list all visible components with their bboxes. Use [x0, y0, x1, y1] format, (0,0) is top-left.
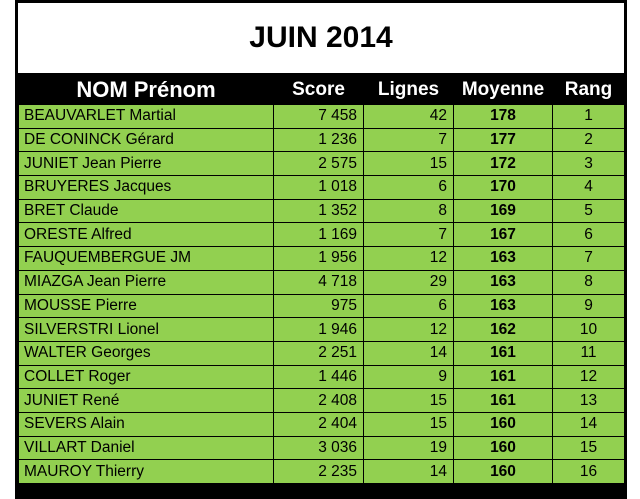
table-row	[19, 176, 625, 200]
column-header-lignes: Lignes	[364, 76, 454, 105]
table-header-row	[19, 76, 625, 105]
cell-lignes: 8	[364, 199, 454, 223]
cell-moyenne: 178	[454, 105, 553, 129]
cell-name: SILVERSTRI Lionel	[19, 318, 274, 342]
cell-score: 2 251	[274, 341, 364, 365]
table-row	[19, 460, 625, 484]
cell-lignes: 9	[364, 365, 454, 389]
cell-lignes: 12	[364, 318, 454, 342]
cell-rang: 9	[553, 294, 625, 318]
cell-lignes: 42	[364, 105, 454, 129]
ranking-sheet	[15, 0, 627, 499]
cell-lignes: 15	[364, 412, 454, 436]
cell-rang: 2	[553, 128, 625, 152]
cell-rang: 15	[553, 436, 625, 460]
cell-rang: 3	[553, 152, 625, 176]
cell-moyenne: 161	[454, 365, 553, 389]
cell-score: 2 235	[274, 460, 364, 484]
cell-score: 1 352	[274, 199, 364, 223]
table-row	[19, 389, 625, 413]
cell-score: 1 446	[274, 365, 364, 389]
cell-score: 1 946	[274, 318, 364, 342]
cell-lignes: 15	[364, 152, 454, 176]
cell-lignes: 15	[364, 389, 454, 413]
cell-moyenne: 160	[454, 436, 553, 460]
page-title: JUIN 2014	[18, 3, 624, 73]
cell-lignes: 19	[364, 436, 454, 460]
cell-name: MIAZGA Jean Pierre	[19, 270, 274, 294]
cell-score: 1 956	[274, 247, 364, 271]
cell-lignes: 7	[364, 223, 454, 247]
cell-rang: 11	[553, 341, 625, 365]
table-row	[19, 365, 625, 389]
cell-moyenne: 163	[454, 247, 553, 271]
ranking-table	[18, 76, 625, 484]
table-row	[19, 199, 625, 223]
cell-lignes: 7	[364, 128, 454, 152]
cell-rang: 14	[553, 412, 625, 436]
cell-name: FAUQUEMBERGUE JM	[19, 247, 274, 271]
column-header-score: Score	[274, 76, 364, 105]
cell-name: JUNIET René	[19, 389, 274, 413]
cell-moyenne: 169	[454, 199, 553, 223]
column-header-moyenne: Moyenne	[454, 76, 553, 105]
cell-moyenne: 163	[454, 270, 553, 294]
cell-score: 4 718	[274, 270, 364, 294]
table-row	[19, 294, 625, 318]
cell-rang: 1	[553, 105, 625, 129]
cell-name: MAUROY Thierry	[19, 460, 274, 484]
cell-moyenne: 160	[454, 412, 553, 436]
cell-score: 2 575	[274, 152, 364, 176]
cell-rang: 13	[553, 389, 625, 413]
cell-score: 975	[274, 294, 364, 318]
cell-score: 2 408	[274, 389, 364, 413]
cell-name: ORESTE Alfred	[19, 223, 274, 247]
cell-lignes: 6	[364, 294, 454, 318]
cell-rang: 4	[553, 176, 625, 200]
cell-score: 1 018	[274, 176, 364, 200]
cell-name: WALTER Georges	[19, 341, 274, 365]
cell-name: JUNIET Jean Pierre	[19, 152, 274, 176]
column-header-name: NOM Prénom	[19, 76, 274, 105]
cell-name: MOUSSE Pierre	[19, 294, 274, 318]
cell-name: BEAUVARLET Martial	[19, 105, 274, 129]
cell-score: 1 169	[274, 223, 364, 247]
cell-rang: 7	[553, 247, 625, 271]
cell-moyenne: 167	[454, 223, 553, 247]
cell-score: 3 036	[274, 436, 364, 460]
cell-rang: 10	[553, 318, 625, 342]
cell-moyenne: 161	[454, 341, 553, 365]
cell-rang: 12	[553, 365, 625, 389]
cell-lignes: 29	[364, 270, 454, 294]
cell-moyenne: 161	[454, 389, 553, 413]
table-row	[19, 247, 625, 271]
cell-moyenne: 162	[454, 318, 553, 342]
table-row	[19, 223, 625, 247]
table-row	[19, 128, 625, 152]
table-row	[19, 412, 625, 436]
cell-moyenne: 163	[454, 294, 553, 318]
cell-moyenne: 170	[454, 176, 553, 200]
cell-name: COLLET Roger	[19, 365, 274, 389]
table-row	[19, 270, 625, 294]
cell-name: DE CONINCK Gérard	[19, 128, 274, 152]
table-row	[19, 341, 625, 365]
cell-score: 2 404	[274, 412, 364, 436]
cell-moyenne: 172	[454, 152, 553, 176]
table-row	[19, 436, 625, 460]
cell-lignes: 14	[364, 341, 454, 365]
cell-name: VILLART Daniel	[19, 436, 274, 460]
cell-name: BRUYERES Jacques	[19, 176, 274, 200]
cell-lignes: 12	[364, 247, 454, 271]
cell-score: 1 236	[274, 128, 364, 152]
cell-moyenne: 160	[454, 460, 553, 484]
cell-lignes: 14	[364, 460, 454, 484]
cell-rang: 5	[553, 199, 625, 223]
cell-moyenne: 177	[454, 128, 553, 152]
table-row	[19, 152, 625, 176]
cell-lignes: 6	[364, 176, 454, 200]
cell-name: BRET Claude	[19, 199, 274, 223]
cell-rang: 8	[553, 270, 625, 294]
table-row	[19, 318, 625, 342]
table-row	[19, 105, 625, 129]
column-header-rang: Rang	[553, 76, 625, 105]
cell-rang: 6	[553, 223, 625, 247]
cell-score: 7 458	[274, 105, 364, 129]
cell-name: SEVERS Alain	[19, 412, 274, 436]
cell-rang: 16	[553, 460, 625, 484]
